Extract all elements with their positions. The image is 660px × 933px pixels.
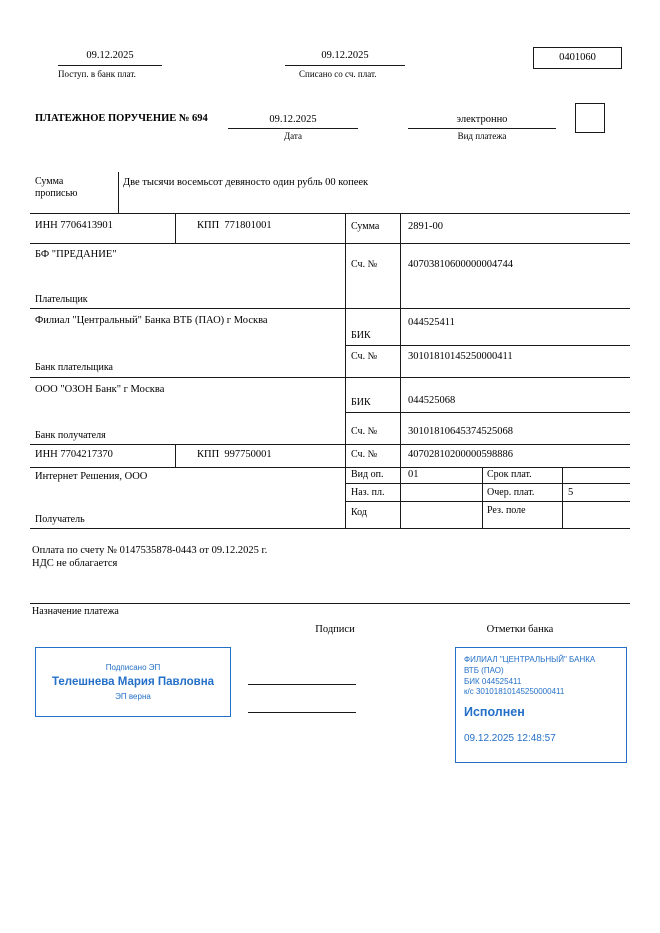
- debited-date-underline: [285, 65, 405, 66]
- bank-stamp-datetime: 09.12.2025 12:48:57: [464, 733, 556, 745]
- document-date-label: Дата: [284, 131, 302, 141]
- payer-account: 40703810600000004744: [408, 259, 513, 270]
- debited-date: 09.12.2025: [321, 50, 369, 61]
- payment-kind-underline: [408, 128, 556, 129]
- signature-line-2: [248, 712, 356, 713]
- bank-stamp-line3: БИК 044525411: [464, 676, 522, 686]
- payer-bank-account: 30101810145250000411: [408, 351, 513, 362]
- payee-bank-bik-label: БИК: [351, 397, 371, 408]
- amount-words: Две тысячи восемьсот девяносто один рубль 00 копеек: [123, 177, 369, 188]
- grid-vline-values-col: [400, 213, 401, 528]
- purpose-line2: НДС не облагается: [32, 558, 118, 569]
- payer-name: БФ "ПРЕДАНИЕ": [35, 249, 117, 260]
- amount-words-label: Сумма прописью: [35, 176, 78, 199]
- payee-bank-name: ООО "ОЗОН Банк" г Москва: [35, 384, 165, 395]
- priority-label: Очер. плат.: [487, 487, 535, 498]
- grid-hline-bik1-bottom: [345, 345, 630, 346]
- purpose-line1: Оплата по счету № 0147535878-0443 от 09.12.2025 г.: [32, 545, 268, 556]
- bank-marks-heading: Отметки банка: [486, 624, 554, 635]
- bank-stamp-status: Исполнен: [464, 705, 525, 720]
- grid-hline-optype-bottom: [345, 483, 630, 484]
- bank-stamp-line4: к/с 30101810145250000411: [464, 687, 565, 697]
- purpose-underline: [30, 603, 630, 604]
- priority-value: 5: [568, 487, 574, 498]
- signature-stamp-line1: Подписано ЭП: [105, 663, 161, 672]
- payer-bank-account-label: Сч. №: [351, 351, 378, 362]
- due-date-label: Срок плат.: [487, 469, 532, 480]
- payer-account-label: Сч. №: [351, 259, 378, 270]
- op-type-value: 01: [408, 469, 419, 480]
- bank-stamp-line1: ФИЛИАЛ "ЦЕНТРАЛЬНЫЙ" БАНКА: [464, 655, 596, 664]
- payment-kind: электронно: [456, 114, 508, 125]
- purpose-code-label: Наз. пл.: [351, 487, 385, 498]
- document-date: 09.12.2025: [269, 114, 317, 125]
- amount-sum-value: 2891-00: [408, 221, 443, 232]
- signature-stamp-line3: ЭП верна: [115, 692, 151, 701]
- payer-bank-section-label: Банк плательщика: [35, 362, 113, 373]
- grid-hline-payerbank-bottom: [30, 377, 630, 378]
- bank-stamp: [455, 647, 627, 763]
- bank-stamp-line2: ВТБ (ПАО): [464, 665, 504, 675]
- status-box: [575, 103, 605, 133]
- payee-bank-section-label: Банк получателя: [35, 430, 106, 441]
- grid-vline-inn-kpp-1: [175, 213, 176, 243]
- received-date-label: Поступ. в банк плат.: [58, 69, 136, 79]
- document-date-underline: [228, 128, 358, 129]
- signer-name: Телешнева Мария Павловна: [51, 676, 215, 688]
- payee-name: Интернет Решения, ООО: [35, 471, 148, 482]
- payee-bank-bik: 044525068: [408, 395, 456, 406]
- grid-hline-inn2-bottom: [30, 467, 630, 468]
- payer-bank-bik: 044525411: [408, 317, 455, 328]
- grid-vline-labels-col: [345, 213, 346, 528]
- code-label: Код: [351, 507, 367, 518]
- grid-hline-table-bottom: [30, 528, 630, 529]
- grid-vline-amountlabel: [118, 172, 119, 213]
- grid-hline-payer-bottom: [30, 308, 630, 309]
- payee-kpp: КПП 997750001: [197, 449, 272, 460]
- reserve-field-label: Рез. поле: [487, 505, 526, 516]
- signature-line-1: [248, 684, 356, 685]
- payer-kpp: КПП 771801001: [197, 220, 272, 231]
- received-date-underline: [58, 65, 162, 66]
- grid-hline-payeebank-bottom: [30, 444, 630, 445]
- payer-bank-name: Филиал "Центральный" Банка ВТБ (ПАО) г Москва: [35, 315, 268, 326]
- payment-kind-label: Вид платежа: [457, 131, 507, 141]
- op-type-label: Вид оп.: [351, 469, 384, 480]
- purpose-section-label: Назначение платежа: [32, 606, 119, 617]
- grid-hline-nazpl-bottom: [345, 501, 630, 502]
- payee-inn: ИНН 7704217370: [35, 449, 113, 460]
- grid-hline-inn-bottom: [30, 243, 630, 244]
- payer-inn: ИНН 7706413901: [35, 220, 113, 231]
- payer-bank-bik-label: БИК: [351, 330, 371, 341]
- received-date: 09.12.2025: [86, 50, 134, 61]
- payee-account-label: Сч. №: [351, 449, 378, 460]
- payer-section-label: Плательщик: [35, 294, 88, 305]
- grid-hline-bik2-bottom: [345, 412, 630, 413]
- grid-vline-col3: [482, 467, 483, 528]
- form-code: 0401060: [559, 52, 596, 63]
- debited-date-label: Списано со сч. плат.: [299, 69, 377, 79]
- payee-section-label: Получатель: [35, 514, 85, 525]
- grid-vline-col4: [562, 467, 563, 528]
- amount-sum-label: Сумма: [351, 221, 380, 232]
- grid-vline-inn-kpp-2: [175, 444, 176, 467]
- document-title: ПЛАТЕЖНОЕ ПОРУЧЕНИЕ № 694: [35, 113, 208, 124]
- payee-bank-account: 30101810645374525068: [408, 426, 513, 437]
- payee-account: 40702810200000598886: [408, 449, 513, 460]
- grid-hline-amount-bottom: [30, 213, 630, 214]
- signature-stamp: [35, 647, 231, 717]
- form-code-box: [533, 47, 622, 69]
- signatures-heading: Подписи: [315, 624, 355, 635]
- payee-bank-account-label: Сч. №: [351, 426, 378, 437]
